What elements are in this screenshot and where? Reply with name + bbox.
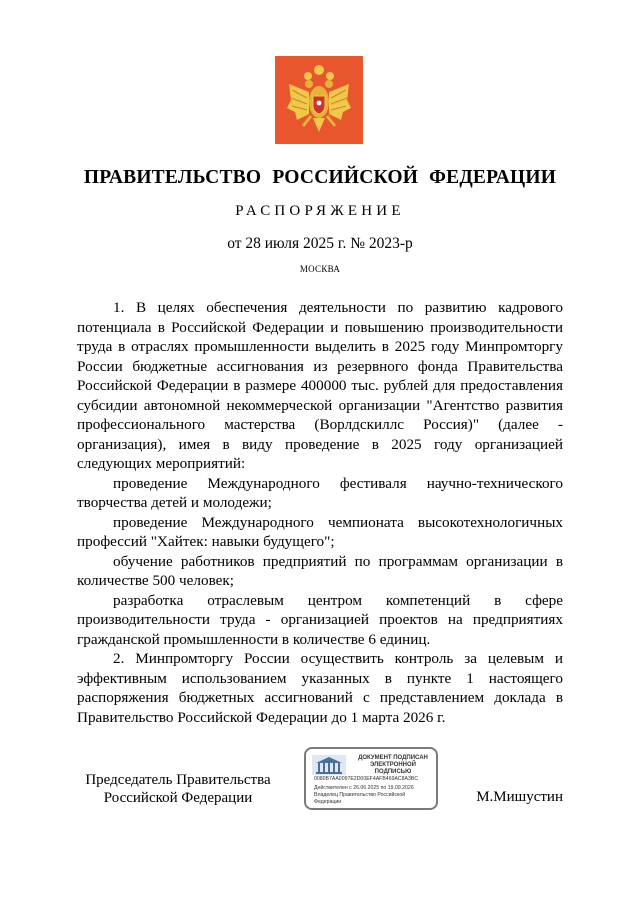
paragraph-1: 1. В целях обеспечения деятельности по развитию кадрового потенциала в Российской Федерации и повышению производительности труда в отраслях промышленности выделить в 2025 году Минпромторгу России бюджетные ассигнования из резервного фонда Правительства Российской Федерации в размере 400000 тыс. рублей для предоставления субсидии автономной некоммерческой организации "Агентство развития профессионального мастерства (Ворлдскиллс Россия)" (далее - организация), имея в виду проведение в 2025 году организацией следующих мероприятий: — [77, 299, 563, 472]
paragraph-item-festival: проведение Международного фестиваля научно-технического творчества детей и молодежи; — [77, 474, 563, 511]
paragraph-item-development: разработка отраслевым центром компетенций в сфере производительности труда - организацией проектов на предприятиях гражданской промышленности в количестве 6 единиц. — [77, 591, 563, 648]
paragraph-item-championship: проведение Международного чемпионата высокотехнологичных профессий "Хайтек: навыки будущего"; — [77, 513, 563, 550]
paragraph-item-training: обучение работников предприятий по программам организации в количестве 500 человек; — [77, 552, 563, 589]
document-date-number: от 28 июля 2025 г. № 2023-р — [227, 235, 413, 252]
stamp-title — [352, 755, 434, 776]
document-body — [77, 298, 563, 727]
electronic-signature-stamp — [304, 747, 438, 810]
stamp-owner-line2: Федерации — [314, 799, 342, 805]
stamp-certificate: 0080B7AA0097E2D00EF4AFB469AC8A3BC — [314, 776, 419, 782]
government-building-icon — [312, 755, 346, 775]
paragraph-2: 2. Минпромторгу России осуществить контроль за целевым и эффективным использованием указанных в пункте 1 настоящего распоряжения бюджетных ассигнований с представлением доклада в Правительство Российской Федерации до 1 марта 2026 г. — [77, 650, 563, 726]
stamp-validity: Действителен с 26.06.2025 по 19.09.2026 — [314, 785, 414, 791]
document-city: МОСКВА — [299, 264, 341, 274]
stamp-owner-line1: Владелец Правительство Российской — [314, 792, 406, 798]
signatory-name: М.Мишустин — [476, 789, 563, 805]
stamp-title-line1: ДОКУМЕНТ ПОДПИСАН — [358, 755, 428, 761]
document-type: РАСПОРЯЖЕНИЕ — [235, 203, 405, 219]
coat-of-arms-icon — [275, 56, 363, 144]
stamp-title-line2: ЭЛЕКТРОННОЙ ПОДПИСЬЮ — [370, 762, 416, 775]
signatory-position-line2: Российской Федерации — [103, 790, 253, 806]
signatory-position — [78, 771, 278, 807]
page-title: ПРАВИТЕЛЬСТВО РОССИЙСКОЙ ФЕДЕРАЦИИ — [83, 167, 557, 188]
signatory-position-line1: Председатель Правительства — [85, 772, 271, 788]
